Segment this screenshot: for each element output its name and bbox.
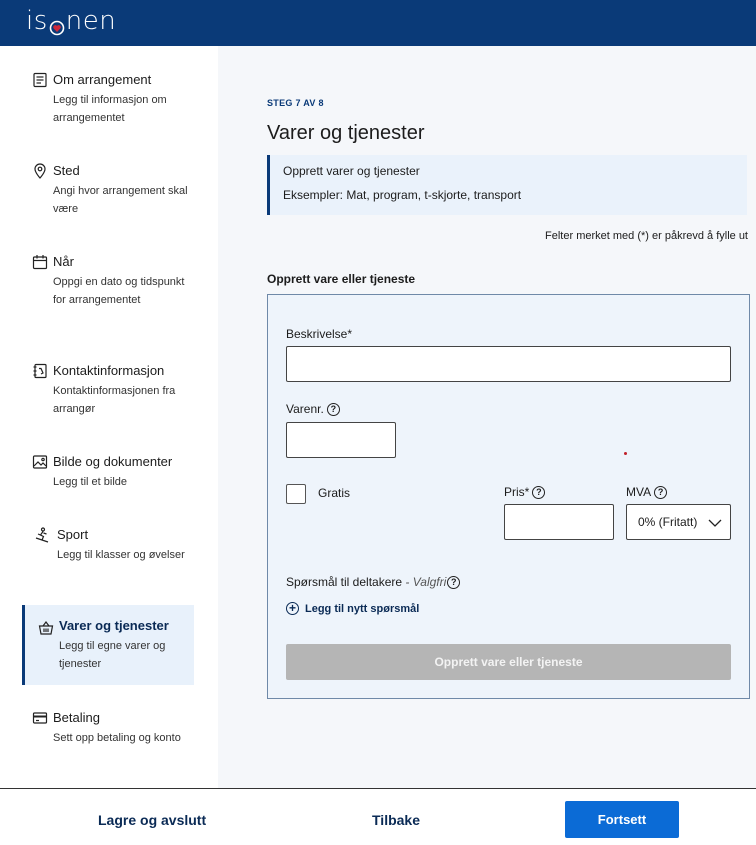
map-pin-icon [32, 163, 48, 179]
basket-icon [38, 620, 54, 636]
skier-icon [34, 527, 50, 543]
sidebar [0, 46, 218, 788]
required-fields-note: Felter merket med (*) er påkrevd å fylle ut [545, 230, 748, 242]
sidebar-item-title: Varer og tjenester [59, 618, 169, 633]
sidebar-item-desc: Oppgi en dato og tidspunkt for arrangementet [53, 276, 185, 306]
logo-text-left: is [26, 6, 48, 36]
add-question-button[interactable] [286, 602, 419, 615]
optional-hint: - Valgfri [402, 575, 447, 589]
image-icon [32, 454, 48, 470]
page-title: Varer og tjenester [267, 122, 425, 144]
info-line-2: Eksempler: Mat, program, t-skjorte, transport [283, 188, 522, 202]
item-no-label-text: Varenr. [286, 402, 324, 416]
description-input[interactable] [286, 346, 731, 382]
sidebar-item-desc: Legg til et bilde [53, 476, 127, 488]
footer-bar [0, 788, 756, 845]
sidebar-item-title: Sport [57, 527, 89, 542]
sidebar-item-desc: Kontaktinformasjonen fra arrangør [53, 385, 176, 415]
logo[interactable] [26, 6, 116, 36]
sidebar-item-title: Når [53, 254, 74, 269]
help-icon[interactable]: ? [654, 486, 667, 499]
help-icon[interactable]: ? [327, 403, 340, 416]
credit-card-icon [32, 710, 48, 726]
sidebar-item-title: Kontaktinformasjon [53, 363, 165, 378]
sidebar-item-bilde-og-dokumenter[interactable] [22, 454, 194, 499]
sidebar-item-varer-og-tjenester[interactable] [22, 605, 194, 685]
price-label [504, 485, 545, 499]
info-line-1: Opprett varer og tjenester [283, 164, 420, 178]
add-question-label: Legg til nytt spørsmål [305, 602, 420, 615]
main-content [218, 46, 756, 788]
sidebar-item-desc: Sett opp betaling og konto [53, 732, 181, 744]
sidebar-item-title: Sted [53, 163, 80, 178]
sidebar-item-desc: Legg til egne varer og tjenester [59, 640, 166, 670]
free-checkbox[interactable] [286, 484, 306, 504]
create-item-button[interactable]: Opprett vare eller tjeneste [286, 644, 731, 680]
top-bar [0, 0, 756, 46]
logo-heart-icon [49, 13, 65, 29]
sidebar-item-kontaktinformasjon[interactable] [22, 363, 194, 423]
create-item-form [267, 294, 750, 699]
item-no-input[interactable] [286, 422, 396, 458]
sidebar-item-desc: Angi hvor arrangement skal være [53, 185, 188, 215]
questions-label [286, 575, 460, 589]
red-dot-mark [624, 452, 627, 455]
price-input[interactable] [504, 504, 614, 540]
vat-label [626, 485, 667, 499]
logo-text-right: nen [65, 6, 117, 36]
vat-label-text: MVA [626, 485, 652, 499]
price-label-text: Pris* [504, 485, 530, 499]
back-button[interactable]: Tilbake [372, 812, 420, 828]
chevron-down-icon [708, 516, 722, 530]
document-icon [32, 72, 48, 88]
sidebar-item-betaling[interactable] [22, 710, 194, 770]
vat-select[interactable] [626, 504, 731, 540]
sidebar-item-nar[interactable] [22, 254, 194, 329]
questions-label-text: Spørsmål til deltakere [286, 575, 403, 589]
sidebar-item-desc: Legg til informasjon om arrangementet [53, 94, 167, 124]
calendar-icon [32, 254, 48, 270]
continue-button[interactable]: Fortsett [565, 801, 679, 838]
sidebar-item-desc: Legg til klasser og øvelser [57, 549, 185, 561]
description-label: Beskrivelse* [286, 327, 353, 341]
item-no-label [286, 402, 340, 416]
save-and-exit-button[interactable]: Lagre og avslutt [98, 812, 207, 828]
sidebar-item-title: Betaling [53, 710, 100, 725]
section-title: Opprett vare eller tjeneste [267, 272, 416, 286]
sidebar-item-title: Om arrangement [53, 72, 152, 87]
sidebar-item-title: Bilde og dokumenter [53, 454, 173, 469]
sidebar-item-sted[interactable] [22, 163, 194, 223]
plus-circle-icon: + [286, 602, 299, 615]
help-icon[interactable]: ? [447, 576, 460, 589]
sidebar-item-om-arrangement[interactable] [22, 72, 194, 132]
contact-book-icon [32, 363, 48, 379]
help-icon[interactable]: ? [532, 486, 545, 499]
sidebar-item-sport[interactable] [22, 527, 194, 587]
info-box [267, 155, 747, 215]
vat-selected-value: 0% (Fritatt) [638, 515, 698, 529]
free-label: Gratis [318, 486, 351, 500]
step-indicator: STEG 7 AV 8 [267, 98, 324, 108]
